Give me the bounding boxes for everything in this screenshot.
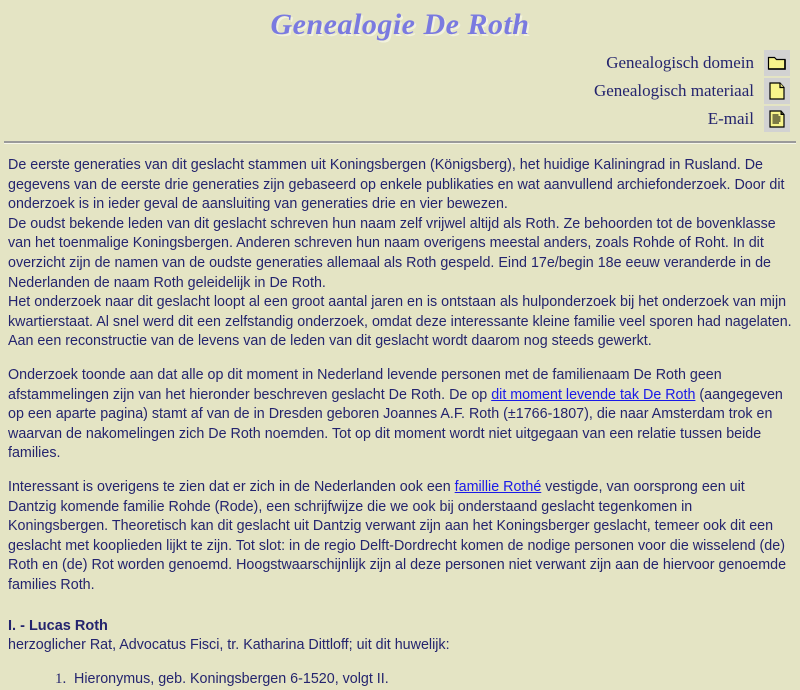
nav-item-email[interactable] [0,106,790,132]
nav-link-label[interactable]: Genealogisch domein [606,53,754,72]
header-divider [4,141,796,144]
paragraph-rothe-family [8,478,792,596]
folder-icon[interactable] [764,50,790,76]
paragraph-origins-part1: De eerste generaties van dit geslacht stammen uit Koningsbergen (Königsberg), het huidige Kaliningrad in Rusland. De gegevens van de eerste drie generaties zijn gebaseerd op enkele publikaties en wat aanvullend archiefonderzoek. Door dit onderzoek is in ieder geval de aansluiting van generaties drie en vier bewezen. [8,157,785,213]
paragraph-living-branch-before: Onderzoek toonde aan dat alle op dit moment in Nederland levende personen met de familienaam De Roth geen afstammelingen zijn van het hieronder beschreven geslacht De Roth. De op [8,366,722,403]
nav-link-label[interactable]: E-mail [707,109,754,128]
link-levende-tak[interactable]: dit moment levende tak De Roth [491,386,696,403]
paragraph-origins-part2: De oudst bekende leden van dit geslacht schreven hun naam zelf vrijwel altijd als Roth. Ze behoorden tot de bovenklasse van het toenmalige Koningsbergen. Anderen schreven hun naam overigens meestal anders, zoals Rohde of Roht. In dit overzicht zijn de namen van de oudste generaties allemaal als Roth gespeld. Eind 17e/begin 18e eeuw veranderde in de Nederlanden de naam Roth geleidelijk in De Roth. [8,215,776,291]
document-lines-icon[interactable] [764,106,790,132]
nav-item-genealogisch-domein[interactable] [0,50,790,76]
paragraph-living-branch [8,366,792,464]
nav-item-genealogisch-materiaal[interactable] [0,78,790,104]
generation-description: herzoglicher Rat, Advocatus Fisci, tr. Katharina Dittloff; uit dit huwelijk: [8,637,450,654]
nav-link-label[interactable]: Genealogisch materiaal [593,81,754,100]
paragraph-living-branch-after: (aangegeven op een aparte pagina) stamt af van de in Dresden geboren Joannes A.F. Roth (±1766-1807), die naar Amsterdam trok en waarvan de nakomelingen zich De Roth noemden. Tot op dit moment wordt niet uitgegaan van een relatie tussen beide families. [8,386,783,462]
main-content [0,156,800,690]
list-item: 1. Hieronymus, geb. Koningsbergen 6-1520, volgt II. [70,670,792,690]
paragraph-origins [8,156,792,352]
children-list [8,670,792,690]
generation-heading: I. - Lucas Roth [8,618,108,635]
page-title: Genealogie De Roth [270,8,530,41]
paragraph-rothe-after: vestigde, van oorsprong een uit Dantzig komende familie Rohde (Rode), een schrijfwijze die we ook bij onderstaand geslacht tegenkomen in Koningsbergen. Theoretisch kan dit geslacht uit Dantzig verwant zijn aan het Koningsberger geslacht, temeer ook dit een geslacht met kooplieden lijkt te zijn. Tot slot: in de regio Delft-Dordrecht komen de nodige personen voor die wisselend (de) Roth en (de) Rot worden genoemd. Hoogstwaarschijnlijk zijn al deze personen niet verwant zijn aan de hiervoor genoemde families Roth. [8,478,787,593]
paragraph-rothe-before: Interessant is overigens te zien dat er zich in de Nederlanden ook een [8,478,455,495]
paragraph-origins-part3: Het onderzoek naar dit geslacht loopt al een groot aantal jaren en is ontstaan als hulponderzoek bij het onderzoek van mijn kwartierstaat. Al snel werd dit een zelfstandig onderzoek, omdat deze interessante kleine familie veel sporen had nagelaten. Aan een reconstructie van de levens van de leden van dit geslacht wordt daarom nog steeds gewerkt. [8,294,792,350]
page-icon[interactable] [764,78,790,104]
nav-links [0,50,800,132]
link-famillie-rothe[interactable]: famillie Rothé [454,478,542,495]
